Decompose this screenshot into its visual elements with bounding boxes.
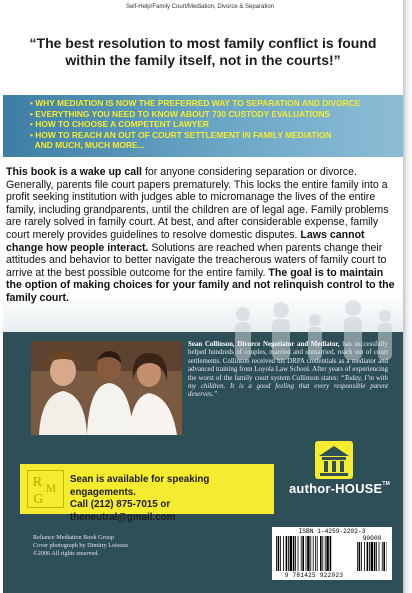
publisher-name: Reliance Mediation Book Group — [33, 534, 114, 541]
author-bio: Sean Collinson, Divorce Negotiator and Mediator, has successfully helped hundreds of couples, married and unmarried, reach out of court settlements. Collinson received his DRPA credentials as a mediator and advanced training from Loyola Law School. After years of experiencing the worst of the family court system Collinson states: “Today, I’m with my children. It is a good feeling that every responsible parent deserves.” — [188, 341, 388, 399]
bullet-item: • HOW TO REACH AN OUT OF COURT SETTLEMENT IN FAMILY MEDIATION — [30, 129, 332, 140]
body-lead: This book is a wake up call — [6, 166, 142, 178]
authorhouse-logo-icon — [315, 441, 353, 479]
isbn-label: ISBN 1-4259-2202-3 — [298, 528, 366, 535]
category-label: Self-Help/Family Court/Mediation, Divorce & Separation — [125, 4, 275, 10]
headline-quote: “The best resolution to most family conflict is found within the family itself, not in the courts!” — [29, 35, 377, 68]
barcode-icon — [276, 536, 353, 571]
barcode-digits: 9 781425 922023 — [284, 572, 344, 579]
bullet-item: • EVERYTHING YOU NEED TO KNOW ABOUT 730 CUSTODY EVALUATIONS — [30, 108, 331, 119]
speaking-info — [70, 474, 270, 524]
body-paragraph: This book is a wake up call for anyone considering separation or divorce. Generally, parents file court papers prematurely. This locks the entire family into a profit seeking institution with judges able to micromanage the lives of the entire family, including grandparents, until the children are of legal age. Family problems are rarely solved in family court. At best, and after considerable expense, family court merely provides guidelines to resolve domestic disputes. Laws cannot change how people interact. Solutions are reached when parents change their attitudes and behavior to better navigate the treacherous waters of family court to arrive at the best possible outcome for the entire family. The goal is to maintain the option of making choices for your family and not relinquish control to the family court. — [6, 166, 395, 304]
page-edge — [403, 0, 412, 593]
copyright: ©2006 All rights reserved. — [33, 549, 99, 557]
contact-line[interactable]: Call (212) 875-7015 or theneutral@gmail.com — [70, 499, 176, 523]
price-code: 90000 — [362, 535, 382, 542]
svg-text:G: G — [33, 491, 44, 507]
rmg-logo-icon — [27, 470, 64, 508]
authorhouse-wordmark: author-HOUSE™ — [289, 481, 391, 496]
speaking-line: Sean is available for speaking engagements. — [70, 474, 210, 498]
svg-text:M: M — [45, 482, 57, 495]
bullet-item: • HOW TO CHOOSE A COMPETENT LAWYER — [30, 119, 209, 129]
bullet-item: • WHY MEDIATION IS NOW THE PREFERRED WAY TO SEPARATION AND DIVORCE — [30, 98, 361, 108]
barcode-addon-icon — [357, 542, 387, 571]
bullet-item: AND MUCH, MUCH MORE... — [34, 140, 145, 150]
bullet-list — [30, 98, 380, 151]
photo-illustration — [31, 341, 182, 435]
photo-credit: Cover photograph by Dimitry Loiseau — [33, 541, 128, 549]
publisher-info — [33, 534, 233, 557]
author-photo — [31, 341, 182, 435]
svg-text:R: R — [32, 474, 43, 491]
